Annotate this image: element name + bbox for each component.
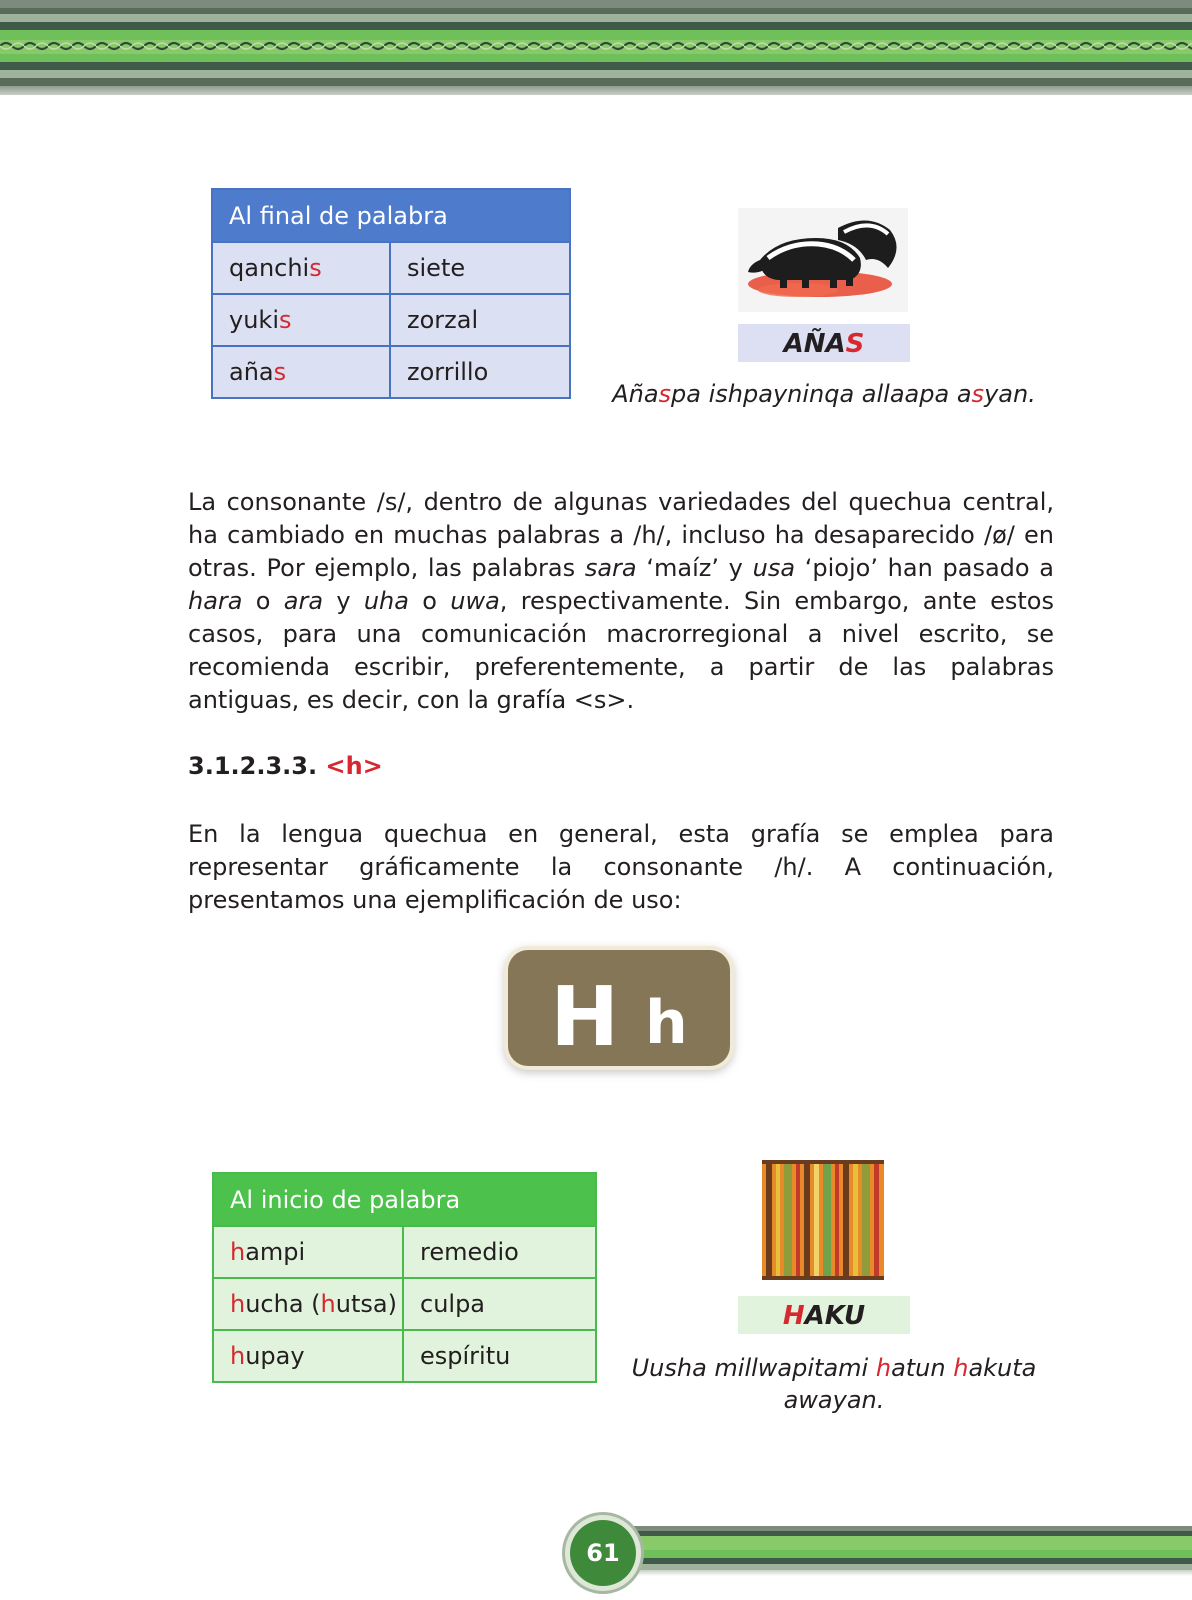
table-row — [212, 346, 570, 398]
spanish-word: espíritu — [403, 1330, 596, 1382]
skunk-illustration — [738, 208, 908, 312]
footer-decorative-band — [610, 1526, 1192, 1576]
example-sentence-h: Uusha millwapitami hatun hakuta awayan. — [631, 1354, 1037, 1414]
highlight-letter: s — [309, 254, 322, 282]
spanish-word: zorzal — [390, 294, 570, 346]
paragraph-s: La consonante /s/, dentro de algunas variedades del quechua central, ha cambiado en muchas palabras a /h/, incluso ha desaparecido /ø/ en otras. Por ejemplo, las palabras sara ‘maíz’ y usa ‘piojo’ han pasado a hara o ara y uha o uwa, respectivamente. Sin embargo, ante estos casos, para una comunicación macrorregional a nivel escrito, se recomienda escribir, preferentemente, a partir de las palabras antiguas, es decir, con la grafía <s>. — [188, 488, 1054, 714]
paragraph-h: En la lengua quechua en general, esta grafía se emplea para representar gráficamente la consonante /h/. A continuación, presentamos una ejemplificación de uso: — [188, 820, 1054, 914]
table-header: Al final de palabra — [212, 189, 570, 242]
braid-pattern-icon — [0, 39, 1192, 53]
table-row: hupay espíritu — [213, 1330, 596, 1382]
lowercase-letter: h — [644, 988, 688, 1058]
spanish-word: siete — [390, 242, 570, 294]
table-row — [212, 294, 570, 346]
uppercase-letter: H — [550, 970, 619, 1065]
highlight-letter: s — [273, 358, 287, 386]
quechua-word: aña — [229, 358, 274, 386]
example-sentence-s: Añaspa ishpayninqa allaapa asyan. — [612, 380, 1036, 408]
woven-cloth-illustration — [762, 1160, 884, 1280]
word-label-haku: HAKU — [738, 1296, 910, 1334]
initial-position-table — [212, 1172, 597, 1383]
quechua-word: qanchi — [229, 254, 310, 282]
letter-badge-h — [508, 950, 730, 1066]
final-position-table — [211, 188, 571, 399]
quechua-word: yuki — [229, 306, 279, 334]
page-number: 61 — [570, 1520, 636, 1586]
table-row — [212, 242, 570, 294]
word-label-anas: AÑAS — [738, 324, 910, 362]
section-heading: 3.1.2.3.3. <h> — [188, 752, 383, 780]
spanish-word: culpa — [403, 1278, 596, 1330]
table-row: hampi remedio — [213, 1226, 596, 1278]
top-decorative-band — [0, 0, 1192, 95]
highlight-letter: s — [278, 306, 292, 334]
table-header: Al inicio de palabra — [213, 1173, 596, 1226]
spanish-word: zorrillo — [390, 346, 570, 398]
table-row: hucha (hutsa) culpa — [213, 1278, 596, 1330]
spanish-word: remedio — [403, 1226, 596, 1278]
